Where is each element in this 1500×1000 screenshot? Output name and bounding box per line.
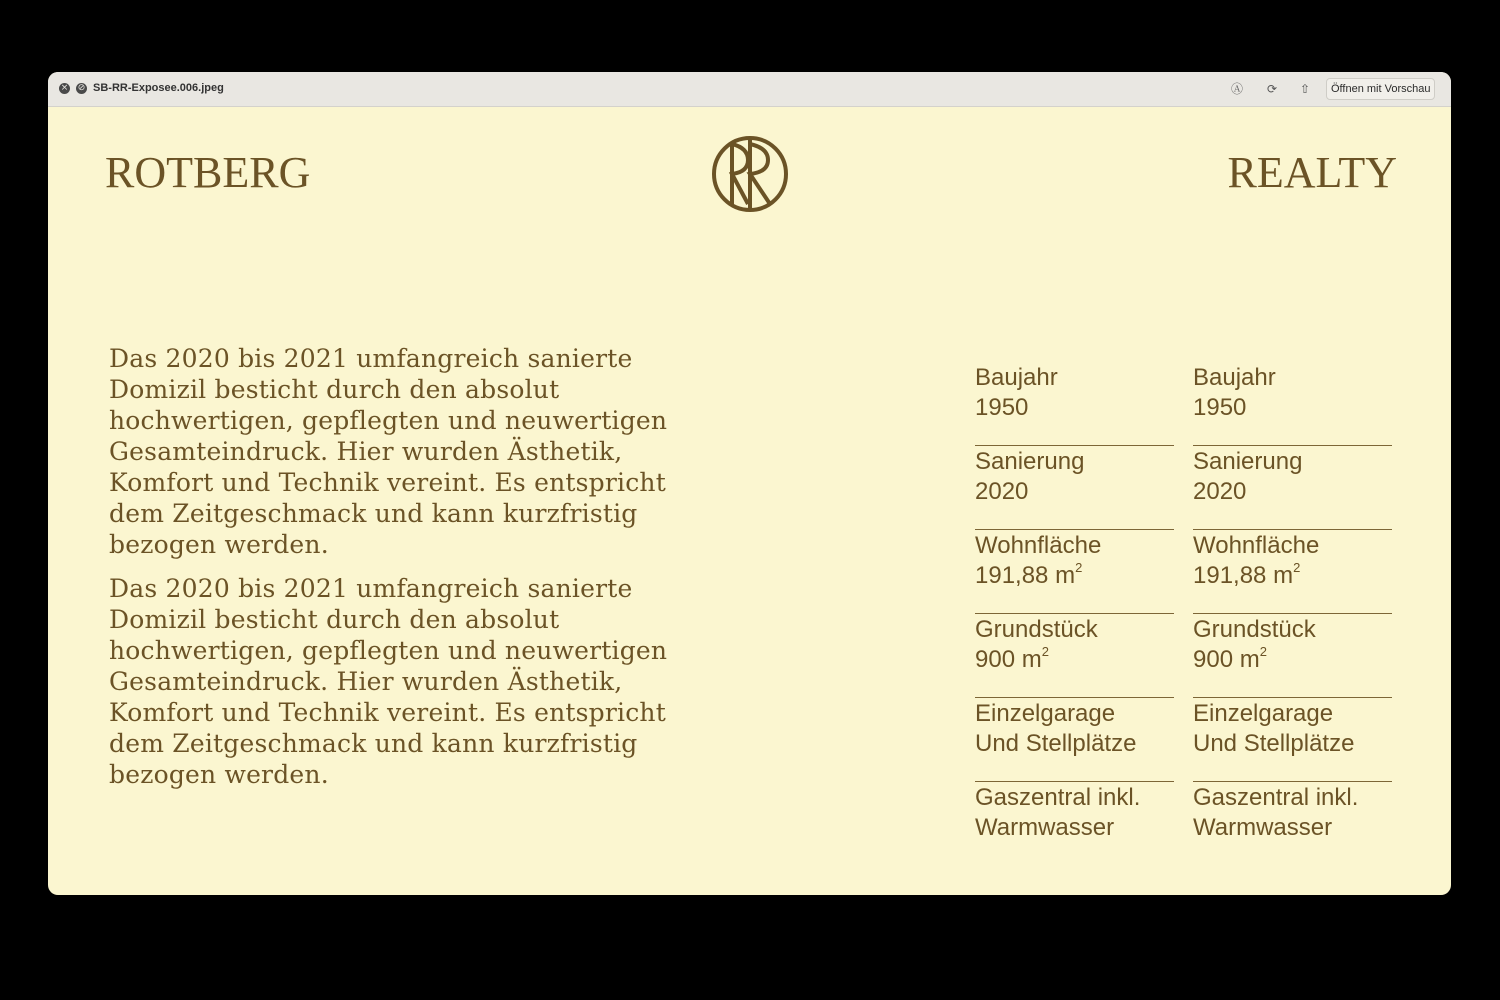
slide-content — [48, 107, 1451, 895]
fact-label: Grundstück — [975, 616, 1098, 643]
fact-value-text: 900 m — [975, 646, 1042, 673]
fact-label: Gaszentral inkl. — [975, 784, 1141, 811]
fact-einzelgarage — [1193, 698, 1392, 782]
fact-label: Baujahr — [975, 364, 1058, 391]
open-with-preview-button[interactable]: Öffnen mit Vorschau — [1326, 78, 1435, 100]
fact-label: Grundstück — [1193, 616, 1316, 643]
fact-einzelgarage — [975, 698, 1174, 782]
fact-value-sup: 2 — [1075, 560, 1083, 575]
fact-value: 2020 — [1193, 478, 1247, 505]
fact-label: Wohnfläche — [975, 532, 1102, 559]
window-filename: SB-RR-Exposee.006.jpeg — [93, 82, 224, 94]
fact-value — [975, 561, 1174, 591]
window-titlebar — [48, 72, 1451, 107]
fact-label: Einzelgarage — [1193, 700, 1334, 727]
close-icon[interactable]: × — [60, 83, 69, 93]
fact-value: 2020 — [975, 478, 1029, 505]
fact-label: Sanierung — [1193, 448, 1303, 475]
facts-column-b — [1193, 362, 1392, 866]
fact-label: Sanierung — [975, 448, 1085, 475]
fact-label: Wohnfläche — [1193, 532, 1320, 559]
fact-value: Warmwasser — [975, 814, 1115, 841]
fact-value-sup: 2 — [1259, 644, 1267, 659]
fact-label: Gaszentral inkl. — [1193, 784, 1359, 811]
disable-icon[interactable]: ⊘ — [77, 83, 86, 93]
share-icon[interactable]: ⇧ — [1299, 82, 1311, 96]
fact-value: Und Stellplätze — [975, 730, 1137, 757]
markup-icon[interactable]: Ⓐ — [1230, 82, 1243, 96]
fact-heizung — [1193, 782, 1392, 866]
fact-value — [975, 645, 1174, 675]
brand-left: ROTBERG — [105, 148, 311, 197]
fact-value-sup: 2 — [1041, 644, 1049, 659]
fact-label: Baujahr — [1193, 364, 1276, 391]
rr-monogram-logo — [710, 134, 790, 214]
fact-grundstueck — [975, 614, 1174, 698]
fact-label: Einzelgarage — [975, 700, 1116, 727]
facts-column-a — [975, 362, 1174, 866]
fact-value: 1950 — [1193, 394, 1247, 421]
fact-value-text: 191,88 m — [1193, 562, 1294, 589]
fact-value: Und Stellplätze — [1193, 730, 1355, 757]
fact-wohnflaeche — [975, 530, 1174, 614]
fact-baujahr — [975, 362, 1174, 446]
fact-value: 1950 — [975, 394, 1029, 421]
fact-wohnflaeche — [1193, 530, 1392, 614]
fact-value: Warmwasser — [1193, 814, 1333, 841]
fact-heizung — [975, 782, 1174, 866]
fact-value-text: 191,88 m — [975, 562, 1076, 589]
fact-sanierung — [975, 446, 1174, 530]
fact-grundstueck — [1193, 614, 1392, 698]
quicklook-window — [48, 72, 1451, 895]
fact-value-sup: 2 — [1293, 560, 1301, 575]
description-paragraph: Das 2020 bis 2021 umfangreich sanierte Domizil besticht durch den absolut hochwertigen, gepflegten und neuwertigen Gesamteindruck. Hier wurden Ästhetik, Komfort und Technik vereint. Es entspricht dem Zeitgeschmack und kann kurzfristig bezogen werden. — [109, 344, 668, 559]
description-paragraph: Das 2020 bis 2021 umfangreich sanierte Domizil besticht durch den absolut hochwertigen, gepflegten und neuwertigen Gesamteindruck. Hier wurden Ästhetik, Komfort und Technik vereint. Es entspricht dem Zeitgeschmack und kann kurzfristig bezogen werden. — [109, 574, 668, 789]
fact-value — [1193, 645, 1392, 675]
fact-sanierung — [1193, 446, 1392, 530]
fact-baujahr — [1193, 362, 1392, 446]
brand-right: REALTY — [1227, 148, 1397, 197]
fact-value-text: 900 m — [1193, 646, 1260, 673]
fact-value — [1193, 561, 1392, 591]
rotate-icon[interactable]: ⟳ — [1266, 82, 1278, 96]
